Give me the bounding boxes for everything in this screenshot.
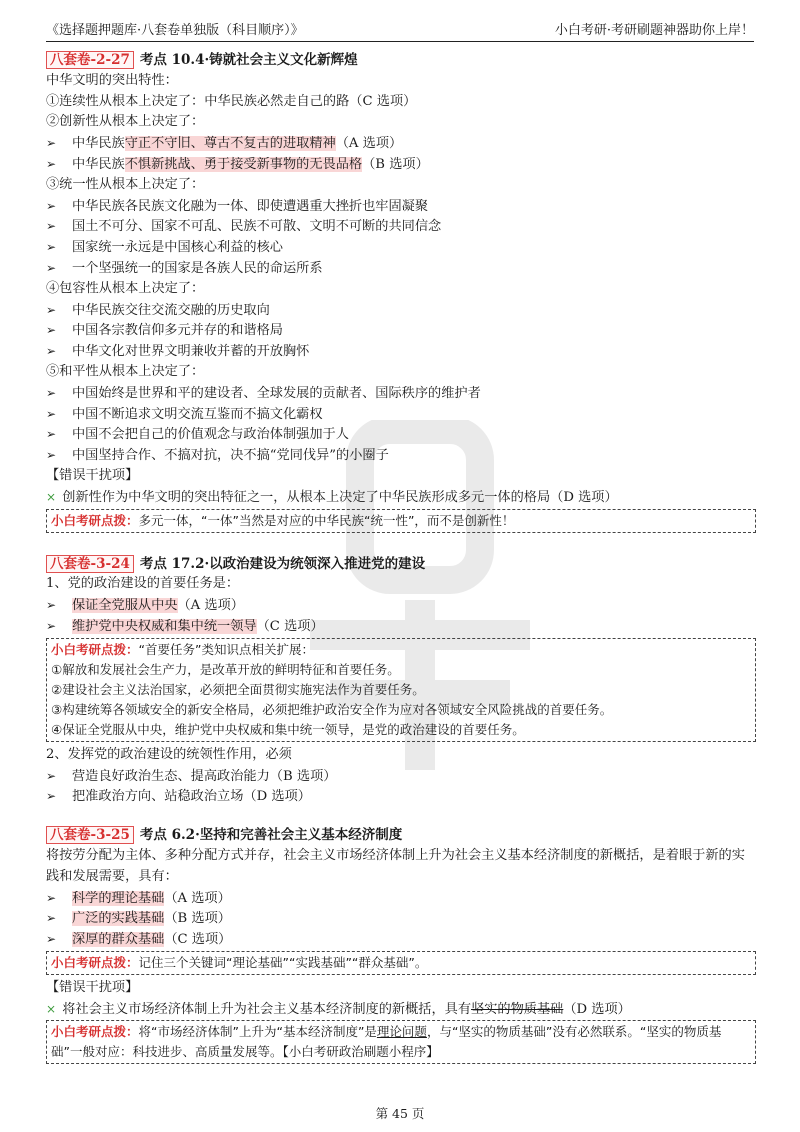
text-line: ⑤和平性从根本上决定了： <box>46 363 205 379</box>
arrow-bullet-icon: ➢ <box>46 890 57 905</box>
bullet-item: ➢ 中国不断追求文明交流互鉴而不搞文化霸权 <box>46 404 756 425</box>
arrow-bullet-icon: ➢ <box>46 598 57 613</box>
bullet-item: ➢ 国土不可分、国家不可乱、民族不可散、文明不可断的共同信念 <box>46 216 756 237</box>
tip-box <box>46 951 756 975</box>
highlighted-answer: 维护党中央权威和集中统一领导 <box>72 618 257 634</box>
tip-box <box>46 638 756 742</box>
bullet-item: ➢ 中国各宗教信仰多元并存的和谐格局 <box>46 320 756 341</box>
arrow-bullet-icon: ➢ <box>46 136 57 151</box>
arrow-bullet-icon: ➢ <box>46 427 57 442</box>
arrow-bullet-icon: ➢ <box>46 789 57 804</box>
bullet-item: ➢ 国家统一永远是中国核心利益的核心 <box>46 237 756 258</box>
error-section-title: 【错误干扰项】 <box>46 467 139 483</box>
bullet-item: ➢ 中华民族守正不守旧、尊古不复古的进取精神（A 选项） <box>46 133 756 154</box>
highlighted-answer: 保证全党服从中央 <box>72 598 178 614</box>
bullet-item: ➢ 深厚的群众基础（C 选项） <box>46 929 756 950</box>
highlighted-answer: 广泛的实践基础 <box>72 911 165 927</box>
tip-line: ③构建统筹各领域安全的新安全格局，必须把维护政治安全作为应对各领域安全风险挑战的首要任务。 <box>51 701 613 717</box>
bullet-item: ➢ 科学的理论基础（A 选项） <box>46 888 756 909</box>
arrow-bullet-icon: ➢ <box>46 448 57 463</box>
tip-line: ①解放和发展社会生产力，是改革开放的鲜明特征和首要任务。 <box>51 661 400 677</box>
tip-line: ②建设社会主义法治国家，必须把全面贯彻实施宪法作为首要任务。 <box>51 681 425 697</box>
cross-icon: × <box>46 489 57 504</box>
highlighted-answer: 守正不守旧、尊古不复古的进取精神 <box>124 136 336 152</box>
arrow-bullet-icon: ➢ <box>46 260 57 275</box>
text-line: ④包容性从根本上决定了： <box>46 280 205 296</box>
bullet-item: ➢ 中国始终是世界和平的建设者、全球发展的贡献者、国际秩序的维护者 <box>46 383 756 404</box>
topic-title: 考点 6.2·坚持和完善社会主义基本经济制度 <box>139 827 403 844</box>
tip-text: 记住三个关键词“理论基础”“实践基础”“群众基础”。 <box>138 954 428 970</box>
header-slogan: 小白考研·考研刷题神器助你上岸！ <box>554 23 754 38</box>
underlined-text: 理论问题 <box>376 1024 427 1040</box>
highlighted-answer: 不惧新挑战、勇于接受新事物的无畏品格 <box>124 156 363 172</box>
tip-label: 小白考研点拨： <box>51 954 139 970</box>
bullet-item: ➢ 中国不会把自己的价值观念与政治体制强加于人 <box>46 424 756 445</box>
bullet-item: ➢ 把准政治方向、站稳政治立场（D 选项） <box>46 786 756 807</box>
tip-box <box>46 509 756 533</box>
arrow-bullet-icon: ➢ <box>46 768 57 783</box>
error-item: × 创新性作为中华文明的突出特征之一，从根本上决定了中华民族形成多元一体的格局（D 选项） <box>46 487 756 508</box>
page-header <box>46 16 754 42</box>
bullet-item: ➢ 广泛的实践基础（B 选项） <box>46 908 756 929</box>
tip-box: 小白考研点拨：将“市场经济体制”上升为“基本经济制度”是理论问题，与“坚实的物质基础”没有必然联系。“坚实的物质基础”一般对应：科技进步、高质量发展等。【小白考研政治刷题小程序】 <box>46 1020 756 1064</box>
highlighted-answer: 深厚的群众基础 <box>72 932 165 948</box>
paragraph: 将按劳分配为主体、多种分配方式并存，社会主义市场经济体制上升为社会主义基本经济制度的新概括，是着眼于新的实践和发展需要，具有： <box>46 847 745 884</box>
bullet-item: ➢ 中华文化对世界文明兼收并蓄的开放胸怀 <box>46 341 756 362</box>
arrow-bullet-icon: ➢ <box>46 385 57 400</box>
highlighted-answer: 科学的理论基础 <box>72 890 165 906</box>
bullet-item: ➢ 中华民族不惧新挑战、勇于接受新事物的无畏品格（B 选项） <box>46 154 756 175</box>
tip-heading: “首要任务”类知识点相关扩展： <box>138 641 314 657</box>
text-line: ③统一性从根本上决定了： <box>46 176 205 192</box>
section-title <box>46 50 756 71</box>
text-line: ①连续性从根本上决定了：中华民族必然走自己的路（C 选项） <box>46 93 417 109</box>
page-content <box>46 46 756 1067</box>
exam-tag: 八套卷-3-24 <box>46 555 134 573</box>
tip-line: ④保证全党服从中央，维护党中央权威和集中统一领导，是党的政治建设的首要任务。 <box>51 721 525 737</box>
section-title <box>46 554 756 575</box>
exam-tag: 八套卷-3-25 <box>46 826 134 844</box>
arrow-bullet-icon: ➢ <box>46 932 57 947</box>
arrow-bullet-icon: ➢ <box>46 344 57 359</box>
arrow-bullet-icon: ➢ <box>46 911 57 926</box>
struck-text: 坚实的物质基础 <box>471 1001 564 1017</box>
bullet-item: ➢ 保证全党服从中央（A 选项） <box>46 595 756 616</box>
text-line: 2、发挥党的政治建设的统领性作用，必须 <box>46 746 292 762</box>
bullet-item: ➢ 中华民族交往交流交融的历史取向 <box>46 300 756 321</box>
arrow-bullet-icon: ➢ <box>46 406 57 421</box>
tip-label: 小白考研点拨： <box>51 512 139 528</box>
tip-text: 多元一体，“一体”当然是对应的中华民族“统一性”，而不是创新性！ <box>138 512 515 528</box>
topic-title: 考点 17.2·以政治建设为统领深入推进党的建设 <box>139 555 426 572</box>
arrow-bullet-icon: ➢ <box>46 156 57 171</box>
section-title <box>46 825 756 846</box>
arrow-bullet-icon: ➢ <box>46 219 57 234</box>
bullet-item: ➢ 中国坚持合作、不搞对抗，决不搞“党同伐异”的小圈子 <box>46 445 756 466</box>
arrow-bullet-icon: ➢ <box>46 302 57 317</box>
exam-tag: 八套卷-2-27 <box>46 51 134 69</box>
topic-title: 考点 10.4·铸就社会主义文化新辉煌 <box>139 52 358 68</box>
text-line: ②创新性从根本上决定了： <box>46 114 205 130</box>
arrow-bullet-icon: ➢ <box>46 240 57 255</box>
bullet-item: ➢ 营造良好政治生态、提高政治能力（B 选项） <box>46 766 756 787</box>
arrow-bullet-icon: ➢ <box>46 618 57 633</box>
error-item: × 将社会主义市场经济体制上升为社会主义基本经济制度的新概括，具有坚实的物质基础（D 选项） <box>46 999 756 1020</box>
tip-label: 小白考研点拨： <box>51 1024 139 1040</box>
cross-icon: × <box>46 1001 57 1016</box>
header-book-title: 《选择题押题库·八套卷单独版（科目顺序）》 <box>46 23 304 38</box>
bullet-item: ➢ 一个坚强统一的国家是各族人民的命运所系 <box>46 258 756 279</box>
page-number: 第 45 页 <box>375 1106 425 1121</box>
error-section-title: 【错误干扰项】 <box>46 979 139 995</box>
text-line: 中华文明的突出特性： <box>46 72 178 88</box>
arrow-bullet-icon: ➢ <box>46 198 57 213</box>
tip-label: 小白考研点拨： <box>51 641 139 657</box>
bullet-item: ➢ 维护党中央权威和集中统一领导（C 选项） <box>46 616 756 637</box>
bullet-item: ➢ 中华民族各民族文化融为一体、即使遭遇重大挫折也牢固凝聚 <box>46 196 756 217</box>
arrow-bullet-icon: ➢ <box>46 323 57 338</box>
text-line: 1、党的政治建设的首要任务是： <box>46 576 240 592</box>
